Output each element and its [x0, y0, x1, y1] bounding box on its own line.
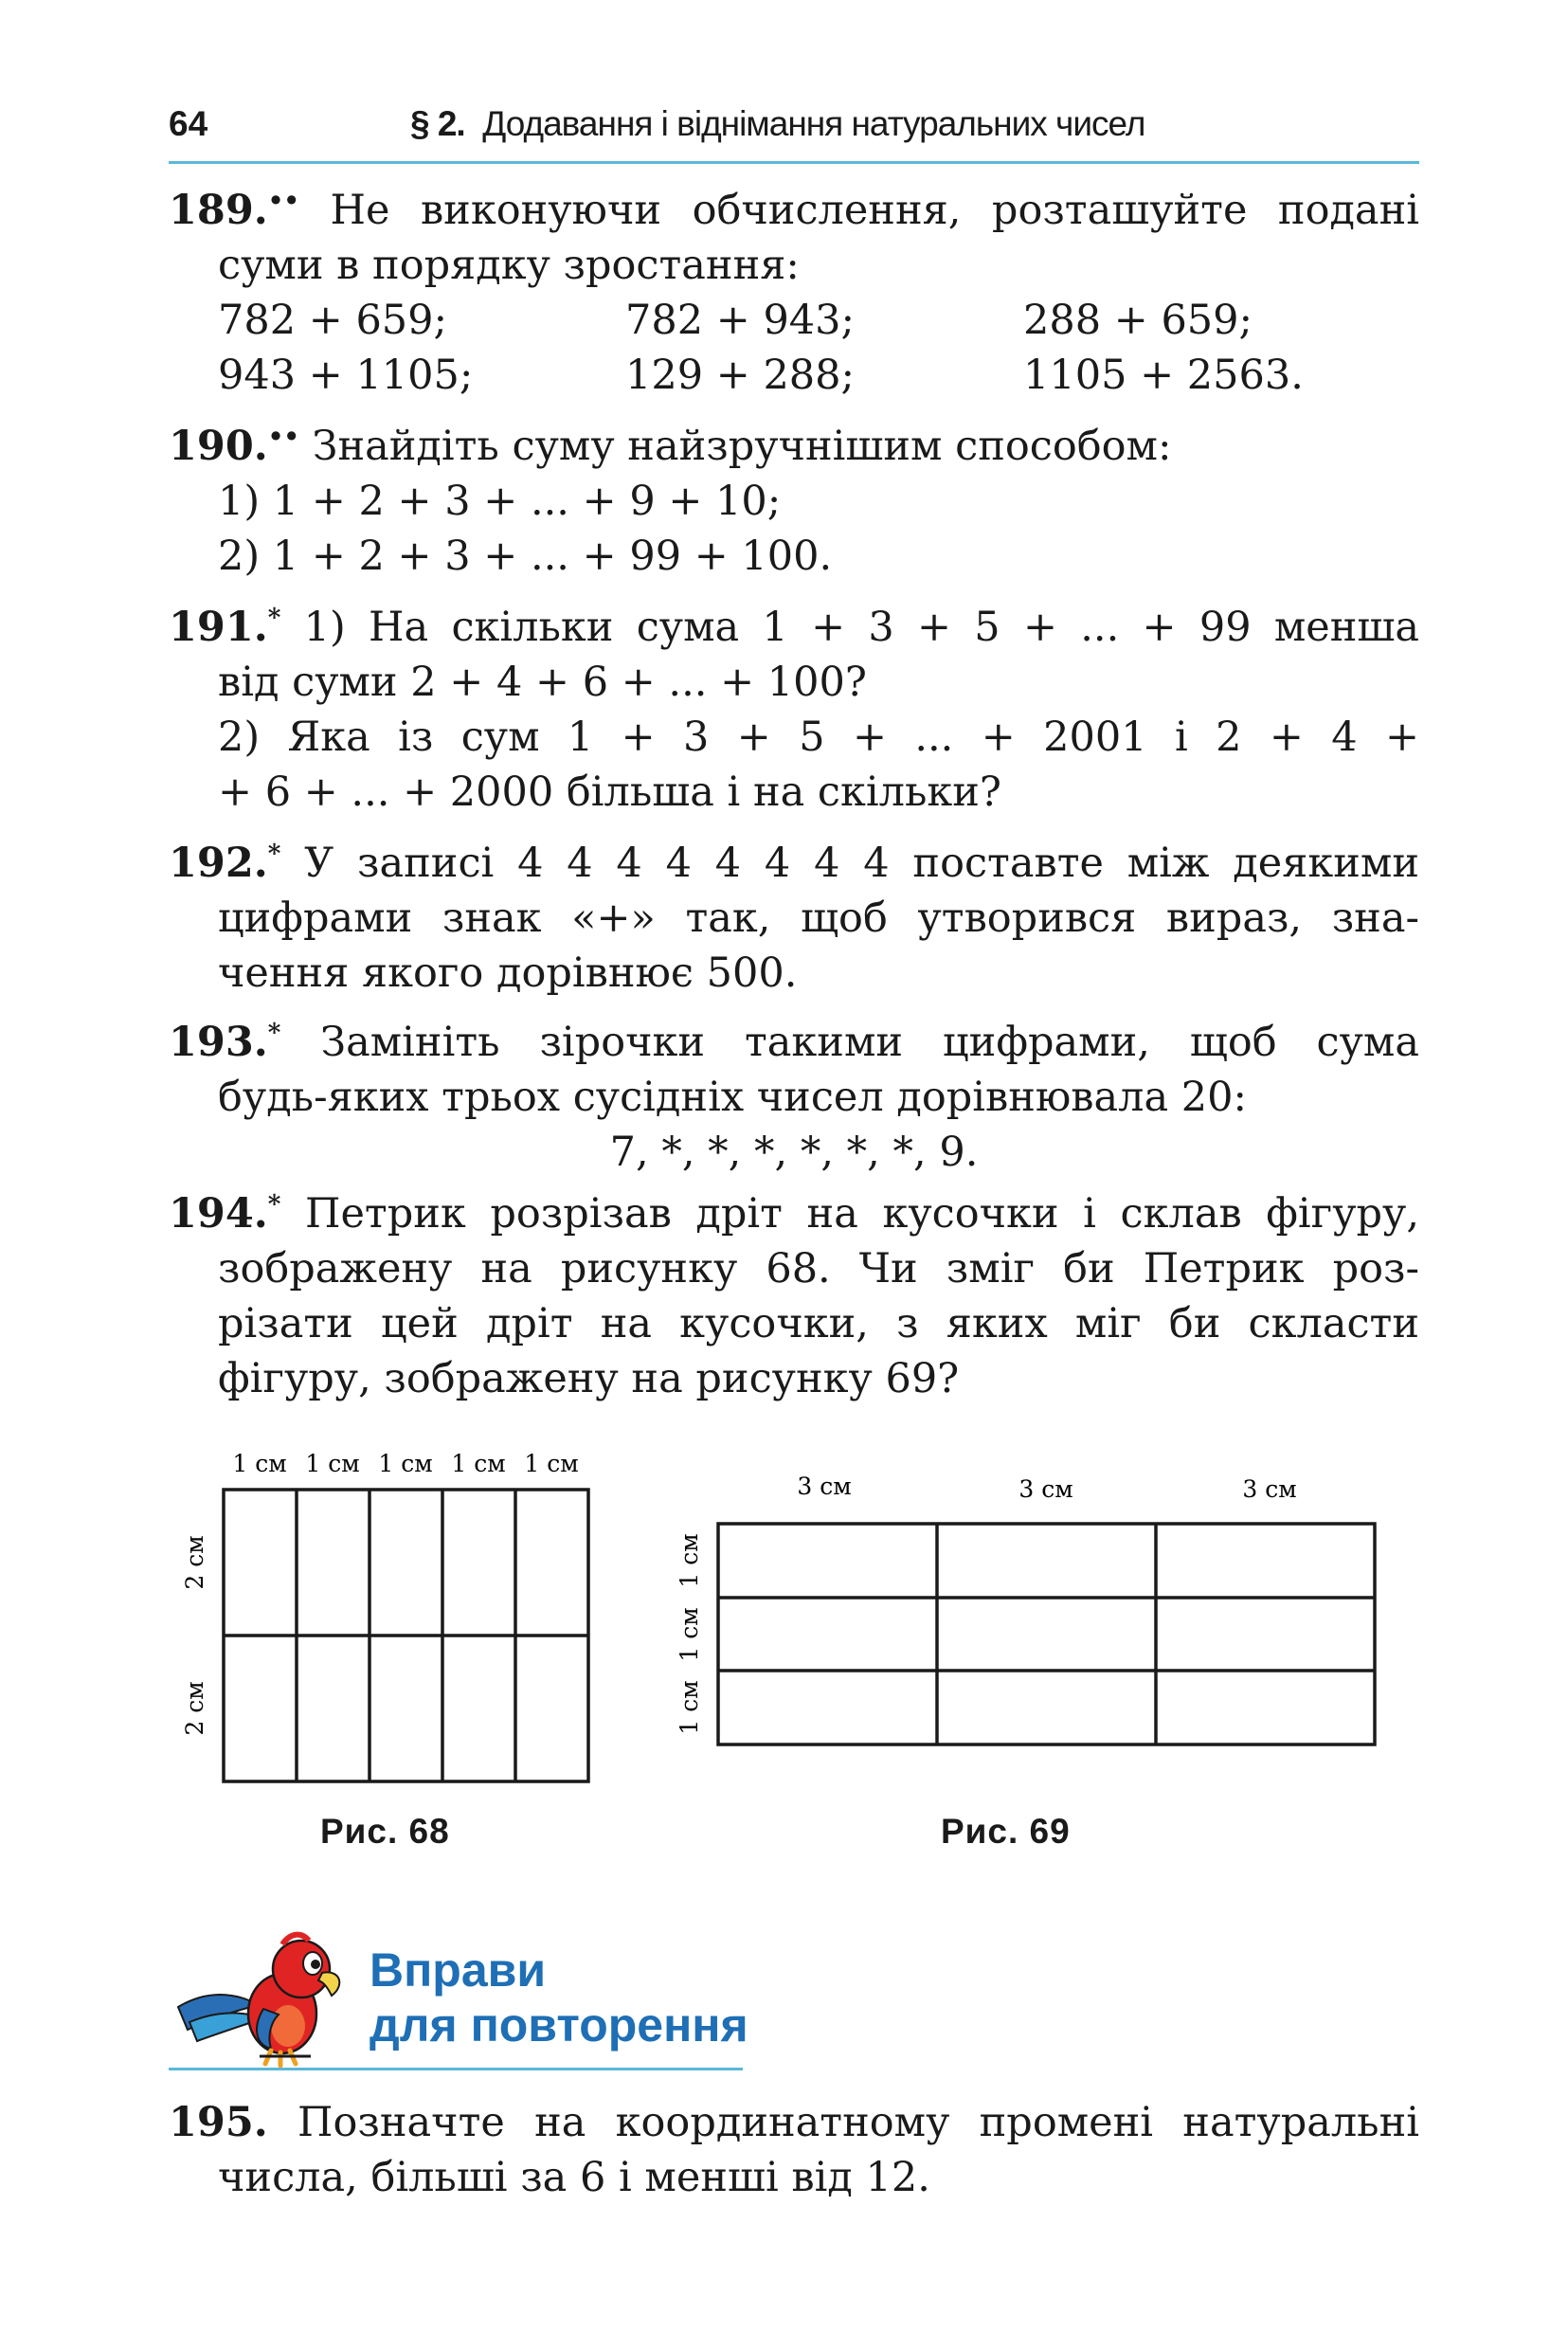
exercise-number: 194.: [169, 1190, 268, 1238]
sum-item: 943 + 1105;: [218, 352, 474, 399]
exercise-text: Петрик розрізав дріт на кусочки і склав фігуру,: [304, 1190, 1419, 1238]
difficulty-marker: ••: [267, 423, 299, 452]
section-mark: § 2.: [410, 104, 465, 143]
exercise-number: 191.: [169, 604, 268, 651]
exercise-text: + 6 + ... + 2000 більша і на скільки?: [218, 768, 1001, 816]
figure-69: [663, 1459, 1383, 1766]
figure-69-drawing: [663, 1459, 1383, 1762]
difficulty-marker: *: [267, 1019, 281, 1048]
page-number: 64: [169, 104, 208, 143]
exercise-text: Замініть зірочки такими цифрами, щоб сума: [320, 1019, 1420, 1066]
sum-item: 129 + 288;: [625, 352, 856, 399]
exercise-text: 1) 1 + 2 + 3 + ... + 9 + 10;: [218, 478, 782, 525]
exercise-text: зображену на рисунку 68. Чи зміг би Петрик роз-: [218, 1245, 1419, 1292]
dimension-label: 1 см: [378, 1450, 433, 1477]
dimension-label: 1 см: [524, 1450, 579, 1477]
dimension-label: 2 см: [181, 1681, 208, 1736]
exercise-193: [169, 1015, 1419, 1180]
dimension-label: 1 см: [232, 1450, 287, 1477]
section-rule: [169, 2068, 743, 2070]
sums-grid: [169, 293, 1419, 403]
sum-item: 782 + 659;: [218, 297, 448, 344]
difficulty-marker: *: [267, 1190, 281, 1220]
exercise-text: 1) На скільки сума 1 + 3 + 5 + ... + 99 менша: [303, 604, 1419, 651]
dimension-label: 1 см: [451, 1450, 506, 1477]
exercise-text: від суми 2 + 4 + 6 + ... + 100?: [218, 659, 867, 706]
exercise-number: 190.: [169, 423, 268, 470]
exercise-text: цифрами знак «+» так, щоб утворився вираз, зна-: [218, 895, 1419, 942]
parrot-mascot-icon: [169, 1924, 358, 2079]
exercise-194: [169, 1186, 1419, 1406]
exercise-text: будь-яких трьох сусідніх чисел дорівнювала 20:: [218, 1074, 1247, 1121]
exercise-number: 195.: [169, 2099, 268, 2146]
page-header: [169, 102, 1419, 164]
dimension-label: 1 см: [676, 1680, 703, 1735]
exercise-text: суми в порядку зростання:: [218, 242, 800, 289]
section-heading-line1: Вправи: [369, 1943, 547, 1997]
dimension-label: 3 см: [1018, 1475, 1073, 1503]
exercise-number: 193.: [169, 1019, 268, 1066]
exercise-190: [169, 419, 1419, 584]
running-title: [410, 104, 1144, 144]
difficulty-marker: ••: [267, 187, 299, 216]
exercise-192: [169, 836, 1419, 1001]
dimension-label: 1 см: [676, 1533, 703, 1588]
exercise-text: 2) 1 + 2 + 3 + ... + 99 + 100.: [218, 533, 833, 580]
exercise-number: 189.: [169, 187, 268, 234]
exercise-text: У записі 4 4 4 4 4 4 4 4 поставте між деякими: [304, 840, 1419, 887]
dimension-label: 2 см: [181, 1535, 208, 1590]
exercise-text: фігуру, зображену на рисунку 69?: [218, 1355, 960, 1402]
dimension-label: 3 см: [1242, 1475, 1297, 1503]
exercise-text: Позначте на координатному промені натуральні: [297, 2099, 1419, 2146]
figure-68-caption: Рис. 68: [320, 1812, 450, 1851]
difficulty-marker: *: [267, 840, 281, 869]
dimension-label: 1 см: [305, 1450, 360, 1477]
dimension-label: 1 см: [676, 1607, 703, 1662]
exercise-text: 2) Яка із сум 1 + 3 + 5 + ... + 2001 і 2 + 4 +: [218, 714, 1419, 761]
exercise-195: [169, 2095, 1419, 2205]
sum-item: 1105 + 2563.: [1023, 352, 1304, 399]
figure-69-outline: [718, 1524, 1375, 1744]
exercise-text: Знайдіть суму найзручнішим способом:: [312, 423, 1172, 470]
section-heading-line2: для повторення: [369, 1998, 748, 2052]
exercise-189: [169, 183, 1419, 403]
exercise-text: різати цей дріт на кусочки, з яких міг би скласти: [218, 1300, 1419, 1347]
exercise-sequence: 7, *, *, *, *, *, *, 9.: [609, 1129, 979, 1176]
exercise-text: числа, більші за 6 і менші від 12.: [218, 2154, 930, 2201]
exercise-191: [169, 600, 1419, 820]
section-heading: [369, 1943, 748, 2052]
exercise-number: 192.: [169, 840, 268, 887]
exercise-text: чення якого дорівнює 500.: [218, 949, 798, 997]
difficulty-marker: *: [267, 604, 281, 633]
section-title: Додавання і віднімання натуральних чисел: [482, 104, 1145, 143]
figure-68-drawing: [169, 1426, 614, 1800]
sum-item: 288 + 659;: [1023, 297, 1253, 344]
dimension-label: 3 см: [797, 1473, 852, 1500]
sum-item: 782 + 943;: [625, 297, 856, 344]
figure-68: [169, 1426, 614, 1804]
figure-69-caption: Рис. 69: [941, 1812, 1071, 1851]
exercise-text: Не виконуючи обчислення, розташуйте подані: [330, 187, 1419, 234]
